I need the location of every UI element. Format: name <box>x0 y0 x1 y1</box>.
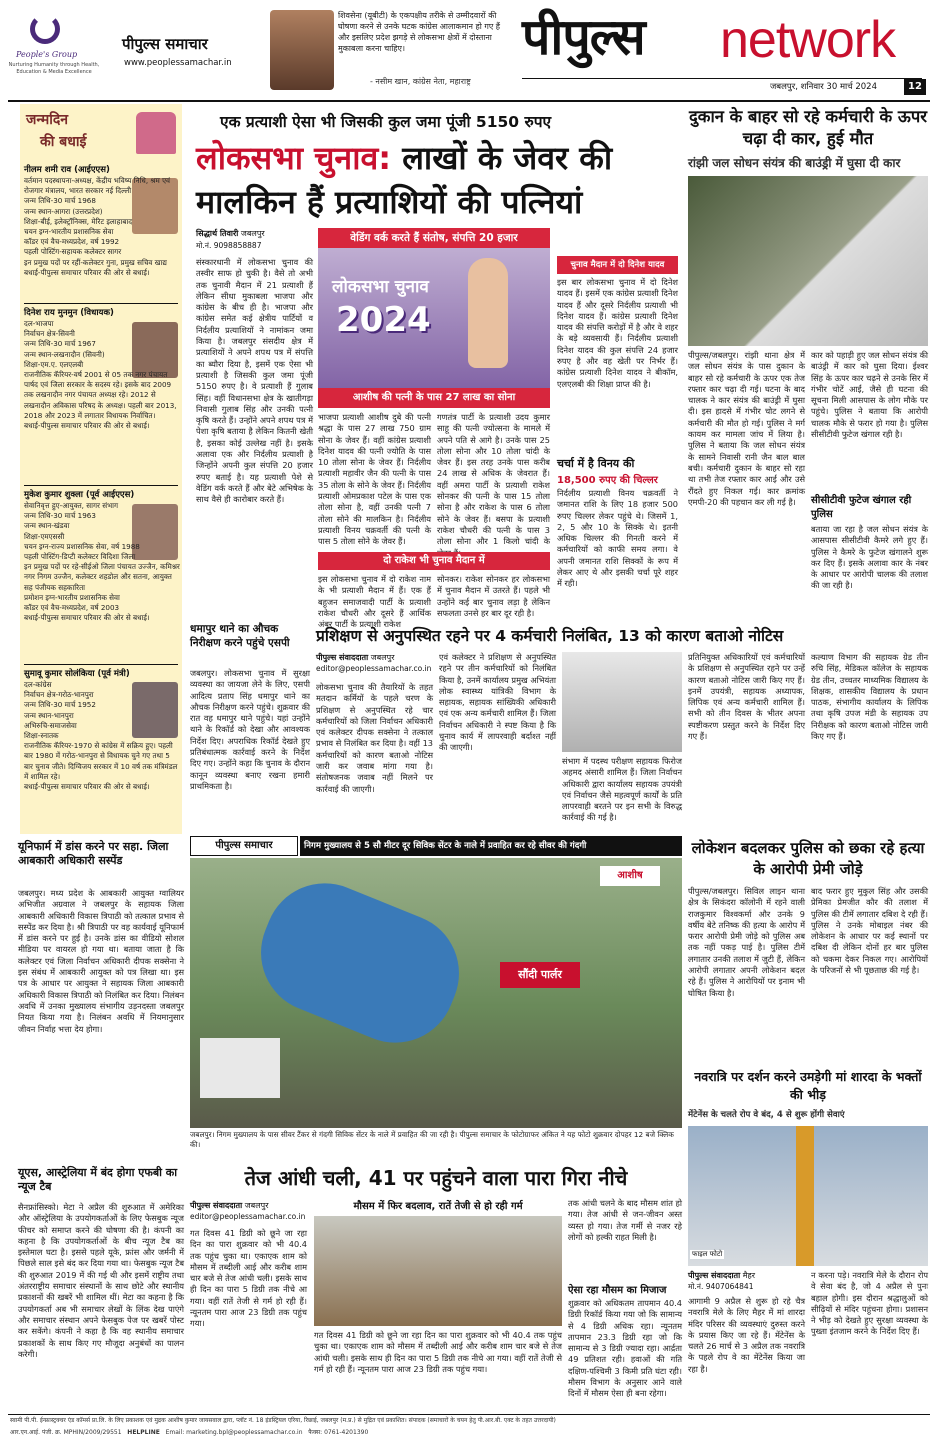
weather-photo <box>314 1216 562 1326</box>
footer-fax: फैक्स: 0761-4201390 <box>308 1429 369 1436</box>
lead-byline-place: जबलपुर <box>240 229 265 238</box>
navratri-story <box>688 1068 928 1413</box>
excise-text: जबलपुर। मध्य प्रदेश के आबकारी आयुक्त ग्वालियर अभिजीत अग्रवाल ने जबलपुर के सहायक जिला आबकारी अधिकारी विकास त्रिपाठी को तत्काल प्रभाव से सस्पेंड कर दिया है। श्री त्रिपाठी पर वह कार्यवाई यूनिफार्म में डांस करने पर हुई है। उनके डांस का वीडियो सोशल मीडिया पर वायरल हो गया था। बताया जाता है कि कलेक्टर एवं जिला निर्वाचन अधिकारी दीपक सक्सेना ने इस संबंध में आबकारी आयुक्त को पत्र लिखा था। इस पत्र के आधार पर आयुक्त ने सहायक जिला आबकारी अधिकारी विकास त्रिपाठी को निलंबित कर दिया। निलंबन अवधि में उनका मुख्यालय संभागीय उड़नदस्ता जबलपुर नियत किया गया है। निलंबन अवधि में नियमानुसार जीवन निर्वाह भत्ता देय होगा। <box>18 888 185 1034</box>
car-col1-text: पीपुल्स/जबलपुर। रांझी थाना क्षेत्र में जल सोधन संयंत्र के पास दुकान के बाहर सो रहे कर्मचारी के ऊपर एक तेज रफ्तार कार चढ़ा दी गई। घटना के बाद चालक ने कार संयंत्र की बाउंड्री में घुसा दी। इस हादसे में गंभीर चोट लगने से कर्मचारी की मौत हो गई। पुलिस ने मर्ग कायम कर मामला जांच में लिया है। पुलिस ने बताया कि जल सोधन संयंत्र के सामने निवासी रानी जैन बाल बाल बची। कर्मचारी दुकान के बाहर सो रहा था तभी तेज रफ्तार कार आई और उसे रौंदते हुए निकल गई। कार क्रमांक एमपी-20 की पहचान कर ली गई है। <box>688 350 805 507</box>
sp-headline: धमापुर थाने का औचक निरीक्षण करने पहुंचे एसपी <box>190 623 290 649</box>
masthead-rule <box>522 78 922 79</box>
lead-headline-line1: लाखों के जेवर की <box>402 139 613 177</box>
weather-box-text: शुक्रवार को अधिकतम तापमान 40.4 डिग्री रिकॉर्ड किया गया जो कि सामान्य से 4 डिग्री अधिक रहा। न्यूनतम तापमान 23.3 डिग्री रहा जो कि सामान्य से 3 डिग्री ज्यादा रहा। आर्द्रता 49 प्रतिशत रही। हवाओं की गति दक्षिण-पश्चिमी 3 किमी प्रति घंटा रही। मौसम विभाग के अनुसार आने वाले दिनों में मौसम ऐसा ही बना रहेगा। <box>568 1298 682 1399</box>
photo-caption-tag: फाइल फोटो <box>692 1250 723 1258</box>
birthday-divider <box>24 303 178 304</box>
lead-byline-name: सिद्धार्थ तिवारी <box>196 229 239 238</box>
website[interactable]: www.peoplessamachar.in <box>124 58 232 68</box>
truck-cab <box>200 1038 280 1098</box>
lead-kicker: एक प्रत्याशी ऐसा भी जिसकी कुल जमा पूंजी 5150 रुपए <box>220 113 552 131</box>
sub2-col2-text: सोनकर। राकेश सोनकर हर लोकसभा में चुनाव मैदान में उतरते हैं। पहले भी उन्होंने कई बार चुनाव लड़ा है लेकिन सफलता उनसे हर बार दूर रही है। <box>437 574 550 618</box>
birthday-heading-bottom: की बधाई <box>40 134 87 150</box>
side1-text: इस बार लोकसभा चुनाव में दो दिनेश यादव हैं। इसमें एक कांग्रेस प्रत्याशी दिनेश यादव हैं और दूसरे निर्दलीय प्रत्याशी भी दिनेश यादव हैं। कांग्रेस प्रत्याशी दिनेश यादव की संपत्ति करोड़ों में है और वे शहर के बड़े व्यवसायी हैं। निर्दलीय प्रत्याशी दिनेश यादव की कुल संपत्ति 24 हजार रुपए है और वह खेती पर निर्भर हैं। कांग्रेस प्रत्याशी दिनेश यादव ने बीकॉम, एलएलबी की शिक्षा प्राप्त की है। <box>557 277 678 389</box>
side2-title: चर्चा में है विनय की <box>557 457 635 470</box>
sewer-photo-story <box>190 836 682 1156</box>
training-col1-text: लोकसभा चुनाव की तैयारियों के तहत मतदान कर्मियों के पहले चरण के प्रशिक्षण से अनुपस्थित रहे चार कर्मचारियों को जिला निर्वाचन अधिकारी एवं कलेक्टर दीपक सक्सेना ने तत्काल प्रभाव से निलंबित कर दिया है। वहीं 13 कर्मचारियों को कारण बताओ नोटिस जारी कर जवाब मांगा गया है। संतोषजनक जवाब नहीं मिलने पर कार्रवाई की जाएगी। <box>316 682 433 794</box>
ropeway-tower <box>796 1126 814 1266</box>
birthday-person-bio: वर्तमान पदस्थापना-अध्यक्ष, केंद्रीय भविष्य निधि, श्रम एवं रोजगार मंत्रालय, भारत सरकार नई दिल्ली जन्म तिथि-30 मार्च 1968 जन्म स्थान-आगरा (उत्तरप्रदेश) शिक्षा-बीई, इलेक्ट्रॉनिक्स, मेरिट इलाहाबाद चयन इग्न-भारतीय प्रशासनिक सेवा कॉडर एवं वैच-मध्यप्रदेश, वर्ष 1992 पहली पोस्टिंग-सहायक कलेक्टर सागर इन प्रमुख पदों पर रहीं-कलेक्टर गुना, प्रमुख सचिव खाद्य बधाई-पीपुल्स समाचार परिवार की ओर से बधाई। <box>24 176 171 277</box>
weather-email[interactable]: editor@peoplessamachar.co.in <box>190 1212 306 1221</box>
training-byline-name: पीपुल्स संवाददाता <box>316 653 369 662</box>
weather-box-title: ऐसा रहा मौसम का मिजाज <box>568 1285 667 1296</box>
navratri-col1-text: आगामी 9 अप्रैल से शुरू हो रहे चैत्र नवरात्रि मेले के लिए मैहर में मां शारदा मंदिर परिसर की व्यवस्थाएं दुरुस्त करने के प्रयास किए जा रहे हैं। मेंटेनेंस के चलते 26 मार्च से 3 अप्रैल तक नवरात्रि के पहले रोप वे का मेंटेनेंस किया जा रहा है। <box>688 1296 805 1374</box>
training-col4-text: प्रतिनियुक्त अधिकारियों एवं कर्मचारियों के प्रशिक्षण से अनुपस्थित रहने पर उन्हें कारण बताओ नोटिस जारी किए गए हैं। इनमें उपयंत्री, सहायक अध्यापक, लिपिक एवं अन्य कर्मचारी शामिल हैं। सभी को तीन दिवस के भीतर अपना स्पष्टीकरण प्रस्तुत करने के निर्देश दिए गए हैं। <box>688 652 805 742</box>
sp-text: जबलपुर। लोकसभा चुनाव में सुरक्षा व्यवस्था का जायजा लेने के लिए, एसपी आदित्य प्रताप सिंह धमापुर थाने का औचक निरीक्षण करने पहुंचे। शुक्रवार की रात वह धमापुर थाने पहुंचे। यहां उन्होंने थाने के रिकॉर्ड को देखा और आवश्यक निर्देश दिए। अपराधिक रिकॉर्ड देखते हुए प्रतिबंधात्मक कार्रवाई करने के निर्देश दिए गए। उन्होंने कहा कि चुनाव के दौरान कानून व्यवस्था बनाए रखना हमारी प्राथमिकता है। <box>190 668 310 791</box>
navratri-mobile: मो.नं. 9407064841 <box>688 1282 754 1291</box>
birthday-person-bio: दल-कांग्रेस निर्वाचन क्षेत्र-गरोठ-भानपुरा जन्म तिथि-30 मार्च 1952 जन्म स्थान-भानपुरा अभिरुचि-समाजसेवा शिक्षा-स्नातक राजनीतिक कॅरियर-1970 से कांग्रेस में सक्रिय हुए। पहली बार 1980 में गरोठ-भानपुरा से विधायक चुने गए तथा 5 बार चुनाव जीते। दिग्विजय सरकार में 10 वर्ष तक मंत्रिमंडल में शामिल रहे। बधाई-पीपुल्स समाचार परिवार की ओर से बधाई। <box>24 680 178 792</box>
weather-col2-text: तक आंधी चलने के बाद मौसम शांत हो गया। तेज आंधी से जन-जीवन अस्त व्यस्त हो गया। तेज गर्मी से नजर रहे लोगों को हल्की राहत मिली है। <box>568 1198 682 1242</box>
birthday-person-name: नीलम शमी राव (आईएएस) <box>24 165 110 175</box>
lead-graphic <box>318 228 550 408</box>
quote-photo <box>270 10 334 90</box>
footer-rni: आर.एन.आई. पंजी. क्र. MPHIN/2009/29551 <box>10 1429 122 1436</box>
birthday-heading <box>20 106 182 162</box>
ropeway-photo <box>688 1126 928 1266</box>
footer-rule <box>8 1414 930 1415</box>
navratri-col2-text: न करना पड़े। नवरात्रि मेले के दौरान रोप वे सेवा बंद है, जो 4 अप्रैल से पुनः बहाल होगी। इस दौरान श्रद्धालुओं को सीढ़ियों से मंदिर पहुंचना होगा। प्रशासन ने भीड़ को देखते हुए सुरक्षा व्यवस्था के पुख्ता इंतजाम करने के निर्देश दिए हैं। <box>811 1270 928 1337</box>
lead-byline <box>196 228 316 239</box>
paper-name: पीपुल्स समाचार <box>122 35 208 53</box>
training-col5-text: कल्याण विभाग की सहायक ग्रेड तीन रुचि सिंह, मेडिकल कॉलेज के सहायक ग्रेड तीन, उच्चतर माध्यमिक विद्यालय के शिक्षक, शासकीय विद्यालय के प्रधान पाठक, संभागीय कार्यालय के लिपिक तथा कृषि उपज मंडी के सहायक उप निरीक्षक को कारण बताओ नोटिस जारी किए गए हैं। <box>811 652 928 742</box>
footer-email[interactable]: Email: marketing.bpl@peoplessamachar.co.in <box>165 1429 303 1436</box>
dateline: जबलपुर, शनिवार 30 मार्च 2024 <box>770 82 877 92</box>
birthday-heading-top: जन्मदिन <box>26 112 69 128</box>
photo-caption: जबलपुर। निगम मुख्यालय के पास सीवर टैंकर से गंदगी सिविक सेंटर के नाले में प्रवाहित की जा रही है। पीपुल्स समाचार के फोटोग्राफर अंकित ने यह फोटो शुक्रवार दोपहर 12 बजे क्लिक की। <box>190 1130 674 1149</box>
sp-inspection-story <box>190 622 310 827</box>
couple-col2-text: बाद फरार हुए मुकुल सिंह और उसकी प्रेमिका प्रेमजीत कौर की तलाश में पुलिस की टीमें लगातार दबिश दे रही हैं। पुलिस ने उनके मोबाइल नंबर की लोकेशन के आधार पर कई स्थानों पर दबिश दी लेकिन दोनों हर बार पुलिस को चकमा देकर निकल गए। आरोपियों के परिजनों से भी पूछताछ की गई है। <box>811 886 928 976</box>
masthead <box>0 0 945 100</box>
lead-headline-red: लोकसभा चुनाव: <box>196 139 392 177</box>
accident-photo <box>688 176 928 346</box>
weather-col2b-text: गत दिवस 41 डिग्री को छूने जा रहा दिन का पारा शुक्रवार को भी 40.4 तक पहुंच चुका था। एकाएक शाम को मौसम में तब्दीली आई और करीब शाम चार बजे से तेज आंधी चली। इसके साथ ही दिन का पारा 5 डिग्री तक नीचे आ गया। वहीं रातें तेजी से गर्म हो रही हैं। न्यूनतम पारा आज 23 डिग्री तक पहुंच गया। <box>314 1330 562 1374</box>
title-english: network <box>720 11 896 69</box>
fb-text: सैनफ्रांसिस्को। मेटा ने अप्रैल की शुरुआत में अमेरिका और ऑस्ट्रेलिया के उपयोगकर्ताओं के लिए फेसबुक न्यूज फीचर को समाप्त करने की घोषणा की है। कंपनी का कहना है कि उपयोगकर्ताओं के बीच न्यूज टैब का इस्तेमाल घटा है। इससे पहले यूके, फ्रांस और जर्मनी में पिछले साल इसे बंद कर दिया गया था। फेसबुक न्यूज टैब की शुरुआत 2019 में की गई थी और इसमें राष्ट्रीय तथा अंतरराष्ट्रीय समाचार संस्थानों के साथ छोटे और स्थानीय प्रकाशनों की खबरें भी शामिल थीं। मेटा का कहना है कि उपयोगकर्ता अब भी समाचार लेखों के लिंक देख पाएंगे और समाचार संस्थान अपने फेसबुक पेज पर खबरें पोस्ट कर सकेंगे। कंपनी ने कहा है कि वह स्थानीय समाचार प्रकाशकों के साथ किए गए मौजूदा अनुबंधों का पालन करेगी। <box>18 1202 184 1359</box>
training-byline-place: जबलपुर <box>370 653 395 662</box>
weather-subhead: मौसम में फिर बदलाव, रातें तेजी से हो रही गर्म <box>353 1201 523 1212</box>
page-number: 12 <box>904 79 926 95</box>
fb-headline: यूएस, आस्ट्रेलिया में बंद होगा एफबी का न्यूज टैब <box>18 1166 178 1193</box>
navratri-byline-name: पीपुल्स संवाददाता <box>688 1271 741 1280</box>
fugitive-couple-story <box>688 838 928 1063</box>
birthday-divider <box>24 664 178 665</box>
training-col2-text: एवं कलेक्टर ने प्रशिक्षण से अनुपस्थित रहने पर तीन कर्मचारियों को निलंबित किया है, उनमें कार्यालय प्रमुख अभियंता लोक स्वास्थ्य यांत्रिकी विभाग के सहायक, सहायक सांख्यिकी अधिकारी एवं एक अन्य कर्मचारी शामिल हैं। जिला निर्वाचन अधिकारी ने स्पष्ट किया है कि चुनाव कार्य में लापरवाही बर्दाश्त नहीं की जाएगी। <box>439 652 556 753</box>
birthday-person-name: दिनेश राय मुनमुन (विधायक) <box>24 308 114 318</box>
group-name: People's Group <box>16 50 78 59</box>
weather-byline-place: जबलपुर <box>244 1201 269 1210</box>
navratri-subhead: मेंटेनेंस के चलते रोप वे बंद, 4 से शुरू होंगी सेवाएं <box>688 1110 845 1120</box>
excise-officer-story <box>18 840 184 1160</box>
footer-line2 <box>10 1429 930 1437</box>
weather-byline <box>190 1200 310 1211</box>
footer-helpline: HELPLINE <box>127 1429 160 1436</box>
weather-headline: तेज आंधी चली, 41 पर पहुंचने वाला पारा गिरा नीचे <box>244 1166 628 1190</box>
birthday-person-name: सुमावू कुमार सोलंकिया (पूर्व मंत्री) <box>24 669 130 679</box>
sub2-col1-text: इस लोकसभा चुनाव में दो राकेश नाम के भी प्रत्याशी मैदान में हैं। एक हैं बहुजन समाजवादी पार्टी के प्रत्याशी राकेश चौधरी और दूसरे हैं आर्थिक अंबर पार्टी के प्रत्याशी राकेश <box>318 574 431 630</box>
graphic-word: लोकसभा चुनाव <box>332 277 429 297</box>
quote-author: - नसीम खान, कांग्रेस नेता, महाराष्ट्र <box>370 77 471 86</box>
lead-col1-text: संस्कारधानी में लोकसभा चुनाव की तस्वीर साफ हो चुकी है। वैसे तो अभी तक चुनावी मैदान में 21 प्रत्याशी हैं लेकिन सीधा मुकाबला भाजपा और कांग्रेस के बीच ही है। भाजपा और कांग्रेस समेत कई क्षेत्रीय पार्टियों व निर्दलीय प्रत्याशियों ने नामांकन जमा किया है। जबलपुर संसदीय क्षेत्र में प्रत्याशियों ने अपने शपथ पत्र में संपत्ति का ब्यौरा दिया है, इसमें एक ऐसा भी प्रत्याशी है जिसकी कुल जमा पूंजी 5150 रुपए है। वे प्रत्याशी हैं गुलाब सिंह। वहीं विधानसभा क्षेत्र के खातीगड़ा निवासी गुलाब सिंह और उनकी पत्नी कृषि करते हैं। उन्होंने अपने शपथ पत्र में पेशा कृषि बताया है लेकिन कितनी खेती है, इसका कोई उल्लेख नहीं है। इसके अलावा एक और निर्दलीय प्रत्याशी है जिन्होंने अपनी कुल संपत्ति 20 हजार रुपए बताई है। यह प्रत्याशी पेशे से वेडिंग वर्क करते हैं और बेटे अभिषेक के साथ वैसे ही कारोबार करते हैं। <box>196 257 313 505</box>
lead-headline <box>196 136 680 180</box>
group-tagline: Nurturing Humanity through Health, Education & Media Excellence <box>8 62 100 75</box>
quote-text: शिवसेना (यूबीटी) के एकपक्षीय तरीके से उम्मीदवारों की घोषणा करने से उनके घटक कांग्रेस आलाकमान हो गए हैं और इसलिए प्रदेश झगड़े से लोकसभा क्षेत्रों में दोस्ताना मुकाबला करना चाहिए। <box>338 11 501 53</box>
birthday-person-bio: सेवानिवृत्त हुए-आयुक्त, सागर संभाग जन्म तिथि-30 मार्च 1963 जन्म स्थान-खंडवा शिक्षा-एमएससी चयन इग्न-राज्य प्रशासनिक सेवा, वर्ष 1988 पहली पोस्टिंग-डिप्टी कलेक्टर विदिशा जिला इन प्रमुख पदों पर रहे-सीईओ जिला पंचायत उज्जैन, कमिश्नर नगर निगम उज्जैन, कलेक्टर शहडोल और सतना, आयुक्त सह पंजीयक सहकारिता प्रमोशन इग्न-भारतीय प्रशासनिक सेवा कॉडर एवं वैच-मध्यप्रदेश, वर्ष 2003 बधाई-पीपुल्स समाचार परिवार की ओर से बधाई। <box>24 501 180 623</box>
car-subhead: रांझी जल सोधन संयंत्र की बाउंड्री में घुसा दी कार <box>688 156 901 170</box>
lead-col3-text: गणतंत्र पार्टी के प्रत्याशी उदय कुमार साहू की पत्नी ज्योत्सना के मामले में अपने पति से आगे है। उनके पास 25 तोला सोना और 10 तोला चांदी के जेवर हैं। इस तरह उनके पास करीब 24 लाख से अधिक के जेवरात हैं। वहीं अमरा पार्टी के प्रत्याशी राकेश सोनकर की पत्नी के पास 15 तोला सोना है और राकेश के पास 6 तोला सोने के जेवर हैं। बसपा के प्रत्याशी राकेश चौधरी की पत्नी के पास 3 तोला सोना और 1 किलो चांदी के <box>437 412 550 547</box>
lead-col2-text: भाजपा प्रत्याशी आशीष दुबे की पत्नी श्रद्धा के पास 27 लाख 750 ग्राम सोना के जेवर हैं। वहीं कांग्रेस प्रत्याशी दिनेश यादव की पत्नी ज्योति के पास 10 तोला सोना के जेवर हैं। निर्दलीय प्रत्याशी महावीर जैन की पत्नी के पास 35 तोला के सोने के जेवर हैं। निर्दलीय प्रत्याशी ओमप्रकाश पटेल के पास एक तोला सोना है, वहीं उनकी पत्नी 7 तोला सोने की मालकिन है। निर्दलीय प्रत्याशी विनय चक्रवर्ती की पत्नी के पास 5 तोला सोने के जेवर हैं। <box>318 412 431 547</box>
training-email[interactable]: editor@peoplessamachar.co.in <box>316 664 432 673</box>
weather-col1-text: गत दिवस 41 डिग्री को छूने जा रहा दिन का पारा शुक्रवार को भी 40.4 तक पहुंच चुका था। एकाएक शाम को मौसम में तब्दीली आई और करीब शाम चार बजे से तेज आंधी चली। इसके साथ ही दिन का पारा 5 डिग्री तक नीचे आ गया। वहीं रातें तेजी से गर्म हो रही हैं। न्यूनतम पारा आज 23 डिग्री तक पहुंच गया। <box>190 1228 307 1329</box>
excise-headline: यूनिफार्म में डांस करने पर सहा. जिला आबकारी अधिकारी सस्पेंड <box>18 840 169 867</box>
lead-story <box>190 104 680 630</box>
peoples-group-logo <box>30 14 60 44</box>
car-accident-story <box>688 104 928 619</box>
couple-col1-text: पीपुल्स/जबलपुर। सिविल लाइन थाना क्षेत्र के सिकंदरा कॉलोनी में रहने वाली राजकुमार विश्वकर्मा और उनके 9 वर्षीय बेटे तनिष्क की हत्या के आरोप में फरार आरोपी प्रेमी जोड़े को पुलिस अब तक नहीं पकड़ पाई है। पुलिस टीमें लगातार उनकी तलाश में जुटी हैं, लेकिन आरोपी लगातार अपनी लोकेशन बदल रहे हैं। पुलिस ने आरोपियों पर इनाम भी घोषित किया है। <box>688 886 805 998</box>
training-headline: प्रशिक्षण से अनुपस्थित रहने पर 4 कर्मचारी निलंबित, 13 को कारण बताओ नोटिस <box>316 627 784 645</box>
fb-news-story <box>18 1166 184 1411</box>
lead-headline-line2: मालकिन हैं प्रत्याशियों की पत्नियां <box>196 183 583 221</box>
side1-title: चुनाव मैदान में दो दिनेश यादव <box>557 256 678 274</box>
graphic-year: 2024 <box>336 300 431 340</box>
tanker-body <box>243 865 477 1060</box>
shop-sign-2: आशीष <box>600 866 660 886</box>
birthday-person-name: मुकेश कुमार शुक्ला (पूर्व आईएएस) <box>24 490 135 500</box>
masthead-bottom-rule <box>8 100 930 102</box>
training-story <box>316 622 928 832</box>
navratri-byline <box>688 1270 808 1281</box>
sub2-title: दो राकेश भी चुनाव मैदान में <box>318 552 550 570</box>
title-hindi: पीपुल्स <box>522 8 645 66</box>
cake-icon <box>136 112 176 154</box>
cctv-title: सीसीटीवी फुटेज खंगाल रही पुलिस <box>811 495 912 520</box>
voter-finger-icon <box>468 258 508 368</box>
navratri-headline: नवरात्रि पर दर्शन करने उमड़ेगी मां शारदा के भक्तों की भीड़ <box>694 1069 922 1102</box>
birthday-column <box>20 104 182 834</box>
photo-brand: पीपुल्स समाचार <box>190 836 298 856</box>
navratri-byline-place: मैहर <box>742 1271 756 1280</box>
couple-headline: लोकेशन बदलकर पुलिस को छका रहे हत्या के आरोपी प्रेमी जोड़े <box>691 839 925 878</box>
graphic-bottom-banner: आशीष की पत्नी के पास 27 लाख का सोना <box>318 388 550 408</box>
shop-sign: सौंदी पार्लर <box>500 962 580 988</box>
footer-line1: स्वामी पी.पी. ईन्फ्रास्ट्रक्चर एंड कॉमर्स प्रा.लि. के लिए प्रकाशक एवं मुद्रक आशीष कुमार जायसवाल द्वारा, प्लॉट नं. 18 इंडस्ट्रियल एरिया, रिछाई, जबलपुर (म.प्र.) से मुद्रित एवं प्रकाशित। संपादक (समाचारों के चयन हेतु पी.आर.बी. एक्ट के तहत उत्तरदायी) <box>10 1417 556 1424</box>
side2-subtitle: 18,500 रुपए की चिल्लर <box>557 475 658 486</box>
birthday-divider <box>24 485 178 486</box>
birthday-person-bio: दल-भाजपा निर्वाचन क्षेत्र-सिवनी जन्म तिथि-30 मार्च 1967 जन्म स्थान-लखनादौन (सिवनी) शिक्षा-एम.ए. एलएलबी राजनीतिक कॅरियर-वर्ष 2001 से 05 तक नगर पंचायत पार्षद एवं जिला सरकार के सदस्य रहे। इसके बाद 2009 तक लखनादौन नगर पंचायत अध्यक्ष रहे। 2012 से लखनादौन अविकास परिषद के अध्यक्ष। पहली बार 2013, 2018 और 2023 में लगातार विधायक निर्वाचित। बधाई-पीपुल्स समाचार परिवार की ओर से बधाई। <box>24 319 177 431</box>
cctv-text: बताया जा रहा है जल सोधन संयंत्र के आसपास सीसीटीवी कैमरे लगे हुए हैं। पुलिस ने कैमरे के फुटेज खंगालने शुरू कर दिए हैं। इसके अलावा कार के नंबर के आधार पर आरोपी चालक की तलाश की जा रही है। <box>811 524 928 591</box>
evm-photo <box>562 652 682 752</box>
weather-byline-name: पीपुल्स संवाददाता <box>190 1201 243 1210</box>
side2-text: निर्दलीय प्रत्याशी विनय चक्रवर्ती ने जमानत राशि के लिए 18 हजार 500 रुपए चिल्लर लेकर पहुंचे थे। जिसमें 1, 2, 5 और 10 के सिक्के थे। इतनी अधिक चिल्लर की गिनती करने में कर्मचारियों को काफी समय लगा। वे अपनी जमानत राशि सिक्कों के रूप में लेकर आए थे और इसकी चर्चा पूरे शहर में रही। <box>557 488 678 589</box>
graphic-top-banner: वेडिंग वर्क करते हैं संतोष, संपत्ति 20 हजार <box>318 228 550 248</box>
car-headline: दुकान के बाहर सो रहे कर्मचारी के ऊपर चढ़ा दी कार, हुई मौत <box>689 107 927 148</box>
sewer-tanker-photo <box>190 858 682 1128</box>
lead-byline-mobile: मो.नं. 9098858887 <box>196 241 262 250</box>
photo-headline: निगम मुख्यालय से 5 सौ मीटर दूर सिविक सेंटर के नाले में प्रवाहित कर रहे सीवर की गंदगी <box>300 836 682 856</box>
weather-story <box>190 1164 682 1414</box>
car-col2-text: कार को पहाड़ी हुए जल सोधन संयंत्र की बाउंड्री में कार को घुसा दिया। ईश्वर सिंह के ऊपर कार चढ़ने से उनके सिर में गंभीर चोटें आईं, जैसे ही घटना की सूचना मिली आसपास के लोग मौके पर पहुंचे। पुलिस ने बताया कि आरोपी चालक मौके से फरार हो गया है। पुलिस सीसीटीवी फुटेज खंगाल रही है। <box>811 350 928 440</box>
training-col3-text: संभाग में पदस्थ परीक्षण सहायक फिरोज अहमद अंसारी शामिल हैं। जिला निर्वाचन अधिकारी द्वारा कार्यालय सहायक उपयंत्री एवं निर्वाचन जैसे महत्वपूर्ण कार्यों के प्रति लापरवाही बरतने पर इन सभी के विरुद्ध कार्रवाई की गई है। <box>562 756 682 823</box>
